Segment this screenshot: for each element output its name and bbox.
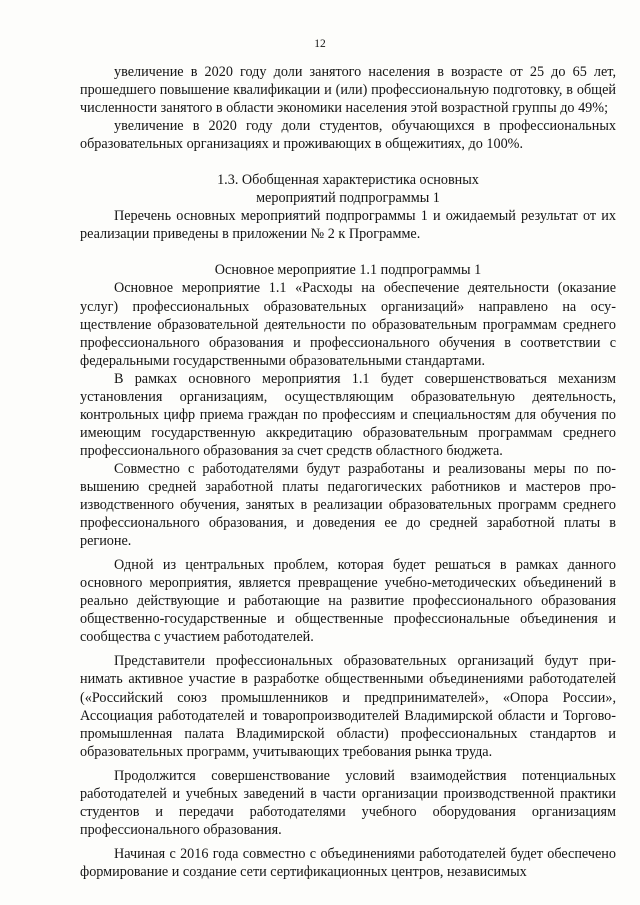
paragraph: увеличение в 2020 году доли студентов, обучающихся в профессиональных образовательных организациях и проживающих в общежитиях, до 100%. [80, 118, 616, 153]
page-number: 12 [314, 38, 326, 50]
paragraph: Продолжится совершенствование условий взаимодействия потенциальных работодателей и учебных заведений в части организации производственной практики студентов и передачи работодателями учебного оборудования организациям профессионального образования. [80, 767, 616, 838]
paragraph: увеличение в 2020 году доли занятого населения в возрасте от 25 до 65 лет, прошедшего повышение квалификации и (или) профессиональную подготовку, в общей численности занятого в области экономики населения этой возрастной группы до 49%; [80, 64, 616, 117]
paragraph: Одной из центральных проблем, которая будет решаться в рамках данного основного мероприятия, является превращение учебно-методических объединений в реально действующие и работающие на развитие профессионального образования общественно-государственные и общественные профессиональные объединения и сообщества с участием работодателей. [80, 557, 616, 646]
spacer [80, 243, 616, 261]
paragraph: В рамках основного мероприятия 1.1 будет совершенствоваться механизм установления организациям, осуществляющим образовательную деятельность, контрольных цифр приема граждан по профессиям и специальностям для обучения по имеющим государственную аккредитацию образовательным программам среднего профессионального образования за счет средств областного бюджета. [80, 370, 616, 459]
section-heading-line: 1.3. Обобщенная характеристика основных [217, 172, 479, 189]
section-heading [80, 171, 616, 207]
paragraph: Перечень основных мероприятий подпрограммы 1 и ожидаемый результат от их реализации приведены в приложении № 2 к Программе. [80, 208, 616, 243]
paragraph: Представители профессиональных образовательных организаций будут принимать активное участие в разработке общественными объединениями работодателей («Российский союз промышленников и предпринимателей», «Опора России», Ассоциация работодателей и товаропроизводителей Владимирской области и Торгово-промышленная палата Владимирской области) профессиональных стандартов и образовательных программ, учитывающих требования рынка труда. [80, 653, 616, 760]
paragraph: Начиная с 2016 года совместно с объединениями работодателей будет обеспечено формирование и создание сети сертификационных центров, независимых [80, 845, 616, 880]
spacer [80, 153, 616, 171]
section-heading-line: мероприятий подпрограммы 1 [256, 190, 440, 207]
paragraph: Основное мероприятие 1.1 «Расходы на обеспечение деятельности (оказание услуг) профессиональных образовательных организаций» направлено на осуществление образовательной деятельности по образовательным программам среднего профессионального образования и профессионального обучения в соответствии с федеральными государственными образовательными стандартами. [80, 280, 616, 369]
page-content [80, 63, 616, 881]
subheading: Основное мероприятие 1.1 подпрограммы 1 [214, 262, 482, 279]
paragraph: Совместно с работодателями будут разработаны и реализованы меры по повышению средней заработной платы педагогических работников и мастеров производственного обучения, занятых в реализации образовательных программ среднего профессионального образования, и доведения ее до средней заработной платы в регионе. [80, 460, 616, 550]
